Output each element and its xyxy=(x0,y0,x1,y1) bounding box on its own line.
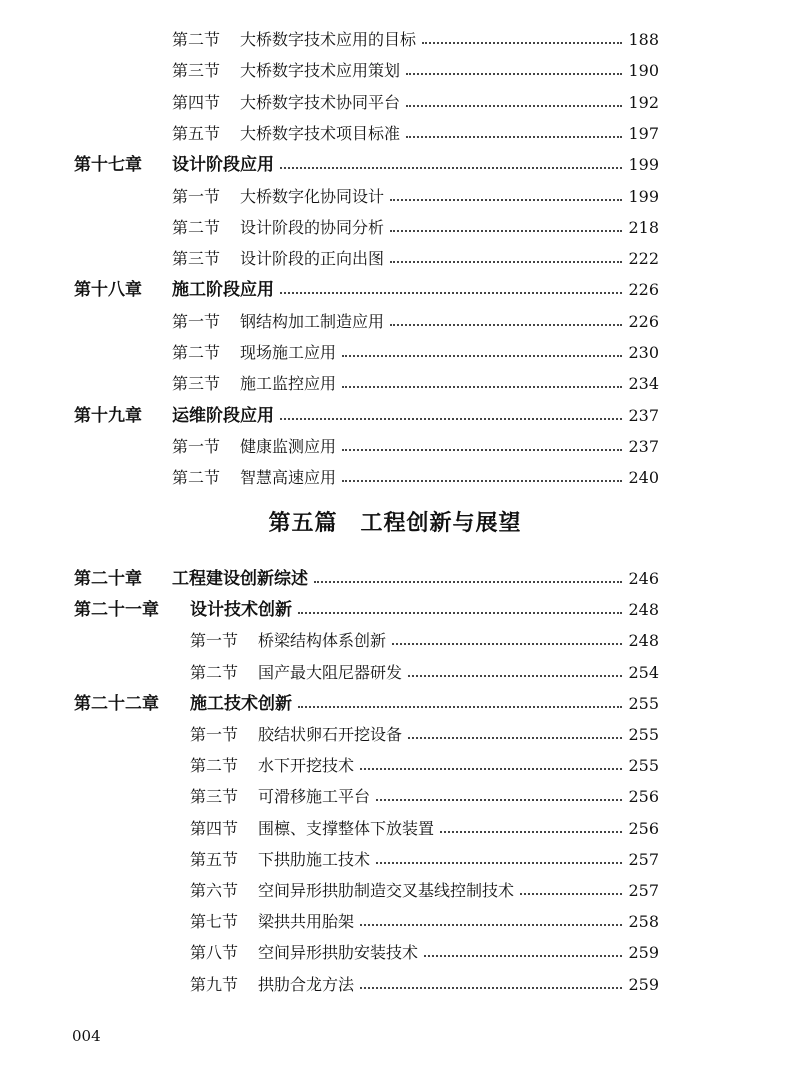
dot-leader xyxy=(390,324,622,326)
toc-entry-number: 第五节 xyxy=(190,849,239,869)
dot-leader xyxy=(422,42,622,44)
toc-section-entry[interactable] xyxy=(190,939,659,967)
toc-chapter-entry[interactable] xyxy=(74,402,659,430)
toc-entry-number: 第二节 xyxy=(172,343,221,362)
toc-entry-number: 第三节 xyxy=(172,374,221,394)
toc-entry-page-number: 246 xyxy=(628,569,659,588)
toc-entry-title: 下拱肋施工技术 xyxy=(258,849,371,869)
toc-entry-number: 第二节 xyxy=(172,468,221,488)
toc-section-entry[interactable] xyxy=(172,214,659,242)
toc-entry-page-number: 197 xyxy=(628,123,659,143)
toc-section-entry[interactable] xyxy=(190,877,659,905)
toc-section-entry[interactable] xyxy=(172,245,659,273)
toc-entry-number: 第二十二章 xyxy=(74,693,159,714)
toc-section-entry[interactable] xyxy=(190,752,659,780)
dot-leader xyxy=(520,893,622,895)
toc-entry-title: 施工技术创新 xyxy=(190,693,292,714)
toc-entry-title: 工程建设创新综述 xyxy=(172,569,308,589)
toc-entry-number: 第三节 xyxy=(172,249,221,269)
toc-section-entry[interactable] xyxy=(172,339,659,367)
toc-entry-number: 第三节 xyxy=(172,61,221,81)
toc-entry-title: 大桥数字技术应用的目标 xyxy=(240,30,417,49)
toc-section-entry[interactable] xyxy=(172,433,659,461)
toc-entry-title: 智慧高速应用 xyxy=(240,468,337,488)
toc-entry-title: 拱肋合龙方法 xyxy=(258,974,355,994)
toc-chapter-entry[interactable] xyxy=(74,690,659,718)
toc-entry-page-number: 257 xyxy=(628,881,659,900)
toc-entry-number: 第七节 xyxy=(190,912,239,932)
toc-section-entry[interactable] xyxy=(172,464,659,492)
toc-entry-title: 现场施工应用 xyxy=(240,343,337,362)
toc-entry-page-number: 237 xyxy=(628,436,659,456)
dot-leader xyxy=(408,737,622,739)
dot-leader xyxy=(280,167,622,169)
dot-leader xyxy=(406,105,622,107)
toc-entry-page-number: 234 xyxy=(628,374,659,394)
toc-section-entry[interactable] xyxy=(172,57,659,85)
toc-entry-title: 梁拱共用胎架 xyxy=(258,912,355,932)
toc-entry-page-number: 222 xyxy=(628,249,659,269)
toc-entry-page-number: 256 xyxy=(628,818,659,838)
toc-entry-title: 围檩、支撑整体下放装置 xyxy=(258,818,435,838)
toc-section-entry[interactable] xyxy=(172,120,659,148)
toc-entry-page-number: 259 xyxy=(628,974,659,994)
dot-leader xyxy=(360,924,622,926)
toc-entry-title: 空间异形拱肋制造交叉基线控制技术 xyxy=(258,881,515,900)
dot-leader xyxy=(342,480,622,482)
toc-entry-page-number: 240 xyxy=(628,468,659,488)
toc-entry-number: 第十七章 xyxy=(74,155,142,176)
toc-entry-title: 施工监控应用 xyxy=(240,374,337,394)
toc-entry-title: 设计阶段应用 xyxy=(172,155,274,176)
toc-entry-title: 钢结构加工制造应用 xyxy=(240,311,385,331)
dot-leader xyxy=(342,355,622,357)
toc-entry-page-number: 226 xyxy=(628,280,659,300)
toc-entry-title: 健康监测应用 xyxy=(240,436,337,456)
toc-entry-number: 第一节 xyxy=(172,311,221,331)
toc-entry-page-number: 199 xyxy=(628,155,659,175)
toc-entry-page-number: 188 xyxy=(628,30,659,49)
toc-chapter-entry[interactable] xyxy=(74,565,659,593)
toc-entry-number: 第二节 xyxy=(190,662,239,682)
toc-entry-number: 第一节 xyxy=(190,631,239,651)
toc-entry-page-number: 237 xyxy=(628,405,659,425)
dot-leader xyxy=(280,292,622,294)
toc-entry-page-number: 218 xyxy=(628,217,659,237)
toc-entry-title: 大桥数字化协同设计 xyxy=(240,186,385,206)
toc-chapter-entry[interactable] xyxy=(74,596,659,624)
toc-entry-page-number: 190 xyxy=(628,61,659,81)
toc-entry-title: 运维阶段应用 xyxy=(172,405,274,426)
toc-entry-number: 第四节 xyxy=(172,92,221,112)
toc-entry-number: 第二节 xyxy=(172,30,221,49)
toc-entry-number: 第三节 xyxy=(190,787,239,807)
toc-section-entry[interactable] xyxy=(190,783,659,811)
toc-entry-title: 设计阶段的协同分析 xyxy=(240,217,385,237)
toc-entry-title: 设计阶段的正向出图 xyxy=(240,249,385,269)
toc-entry-number: 第二十一章 xyxy=(74,600,159,621)
toc-entry-number: 第五节 xyxy=(172,123,221,143)
dot-leader xyxy=(280,418,622,420)
dot-leader xyxy=(440,831,622,833)
toc-entry-number: 第一节 xyxy=(190,725,239,744)
toc-entry-page-number: 226 xyxy=(628,311,659,331)
toc-section-entry[interactable] xyxy=(190,721,659,749)
toc-entry-title: 胶结状卵石开挖设备 xyxy=(258,725,403,744)
toc-section-entry[interactable] xyxy=(190,815,659,843)
toc-entry-page-number: 248 xyxy=(628,600,659,620)
toc-section-entry[interactable] xyxy=(172,370,659,398)
toc-section-entry[interactable] xyxy=(190,908,659,936)
toc-entry-number: 第九节 xyxy=(190,974,239,994)
dot-leader xyxy=(406,136,622,138)
toc-entry-number: 第二节 xyxy=(190,756,239,776)
toc-section-entry[interactable] xyxy=(190,627,659,655)
toc-entry-number: 第六节 xyxy=(190,881,239,900)
toc-entry-page-number: 255 xyxy=(628,756,659,776)
toc-chapter-entry[interactable] xyxy=(74,151,659,179)
toc-entry-page-number: 258 xyxy=(628,912,659,932)
part-heading: 第五篇 工程创新与展望 xyxy=(268,510,522,536)
toc-entry-page-number: 248 xyxy=(628,631,659,651)
dot-leader xyxy=(342,449,622,451)
dot-leader xyxy=(424,955,622,957)
dot-leader xyxy=(342,386,622,388)
toc-entry-title: 可滑移施工平台 xyxy=(258,787,371,807)
dot-leader xyxy=(298,612,622,614)
toc-entry-number: 第十九章 xyxy=(74,405,142,426)
toc-entry-title: 大桥数字技术项目标准 xyxy=(240,123,401,143)
dot-leader xyxy=(298,706,622,708)
toc-entry-number: 第十八章 xyxy=(74,280,142,301)
toc-section-entry[interactable] xyxy=(172,308,659,336)
page-folio: 004 xyxy=(72,1027,101,1045)
dot-leader xyxy=(360,987,622,989)
toc-entry-page-number: 255 xyxy=(628,725,659,744)
dot-leader xyxy=(392,643,622,645)
toc-chapter-entry[interactable] xyxy=(74,276,659,304)
dot-leader xyxy=(314,581,622,583)
toc-entry-number: 第四节 xyxy=(190,818,239,838)
toc-entry-page-number: 255 xyxy=(628,693,659,713)
toc-entry-page-number: 257 xyxy=(628,849,659,869)
dot-leader xyxy=(406,73,622,75)
toc-entry-page-number: 199 xyxy=(628,186,659,206)
toc-entry-title: 桥梁结构体系创新 xyxy=(258,631,387,651)
toc-entry-title: 设计技术创新 xyxy=(190,600,292,621)
toc-entry-page-number: 192 xyxy=(628,92,659,112)
toc-entry-number: 第二十章 xyxy=(74,569,142,589)
toc-section-entry[interactable] xyxy=(190,846,659,874)
toc-entry-title: 大桥数字技术协同平台 xyxy=(240,92,401,112)
dot-leader xyxy=(390,199,622,201)
toc-entry-page-number: 230 xyxy=(628,343,659,362)
dot-leader xyxy=(376,862,622,864)
toc-section-entry[interactable] xyxy=(172,183,659,211)
toc-entry-page-number: 254 xyxy=(628,662,659,682)
toc-entry-number: 第八节 xyxy=(190,943,239,963)
dot-leader xyxy=(408,675,622,677)
toc-entry-number: 第一节 xyxy=(172,186,221,206)
toc-section-entry[interactable] xyxy=(190,971,659,999)
toc-entry-page-number: 259 xyxy=(628,943,659,963)
toc-entry-number: 第一节 xyxy=(172,436,221,456)
dot-leader xyxy=(376,799,622,801)
toc-section-entry[interactable] xyxy=(172,26,659,54)
toc-section-entry[interactable] xyxy=(190,659,659,687)
dot-leader xyxy=(390,261,622,263)
toc-entry-title: 施工阶段应用 xyxy=(172,280,274,301)
dot-leader xyxy=(360,768,622,770)
toc-entry-title: 水下开挖技术 xyxy=(258,756,355,776)
toc-entry-number: 第二节 xyxy=(172,217,221,237)
toc-section-entry[interactable] xyxy=(172,89,659,117)
toc-entry-page-number: 256 xyxy=(628,787,659,807)
toc-entry-title: 国产最大阻尼器研发 xyxy=(258,662,403,682)
toc-entry-title: 大桥数字技术应用策划 xyxy=(240,61,401,81)
dot-leader xyxy=(390,230,622,232)
toc-entry-title: 空间异形拱肋安装技术 xyxy=(258,943,419,963)
